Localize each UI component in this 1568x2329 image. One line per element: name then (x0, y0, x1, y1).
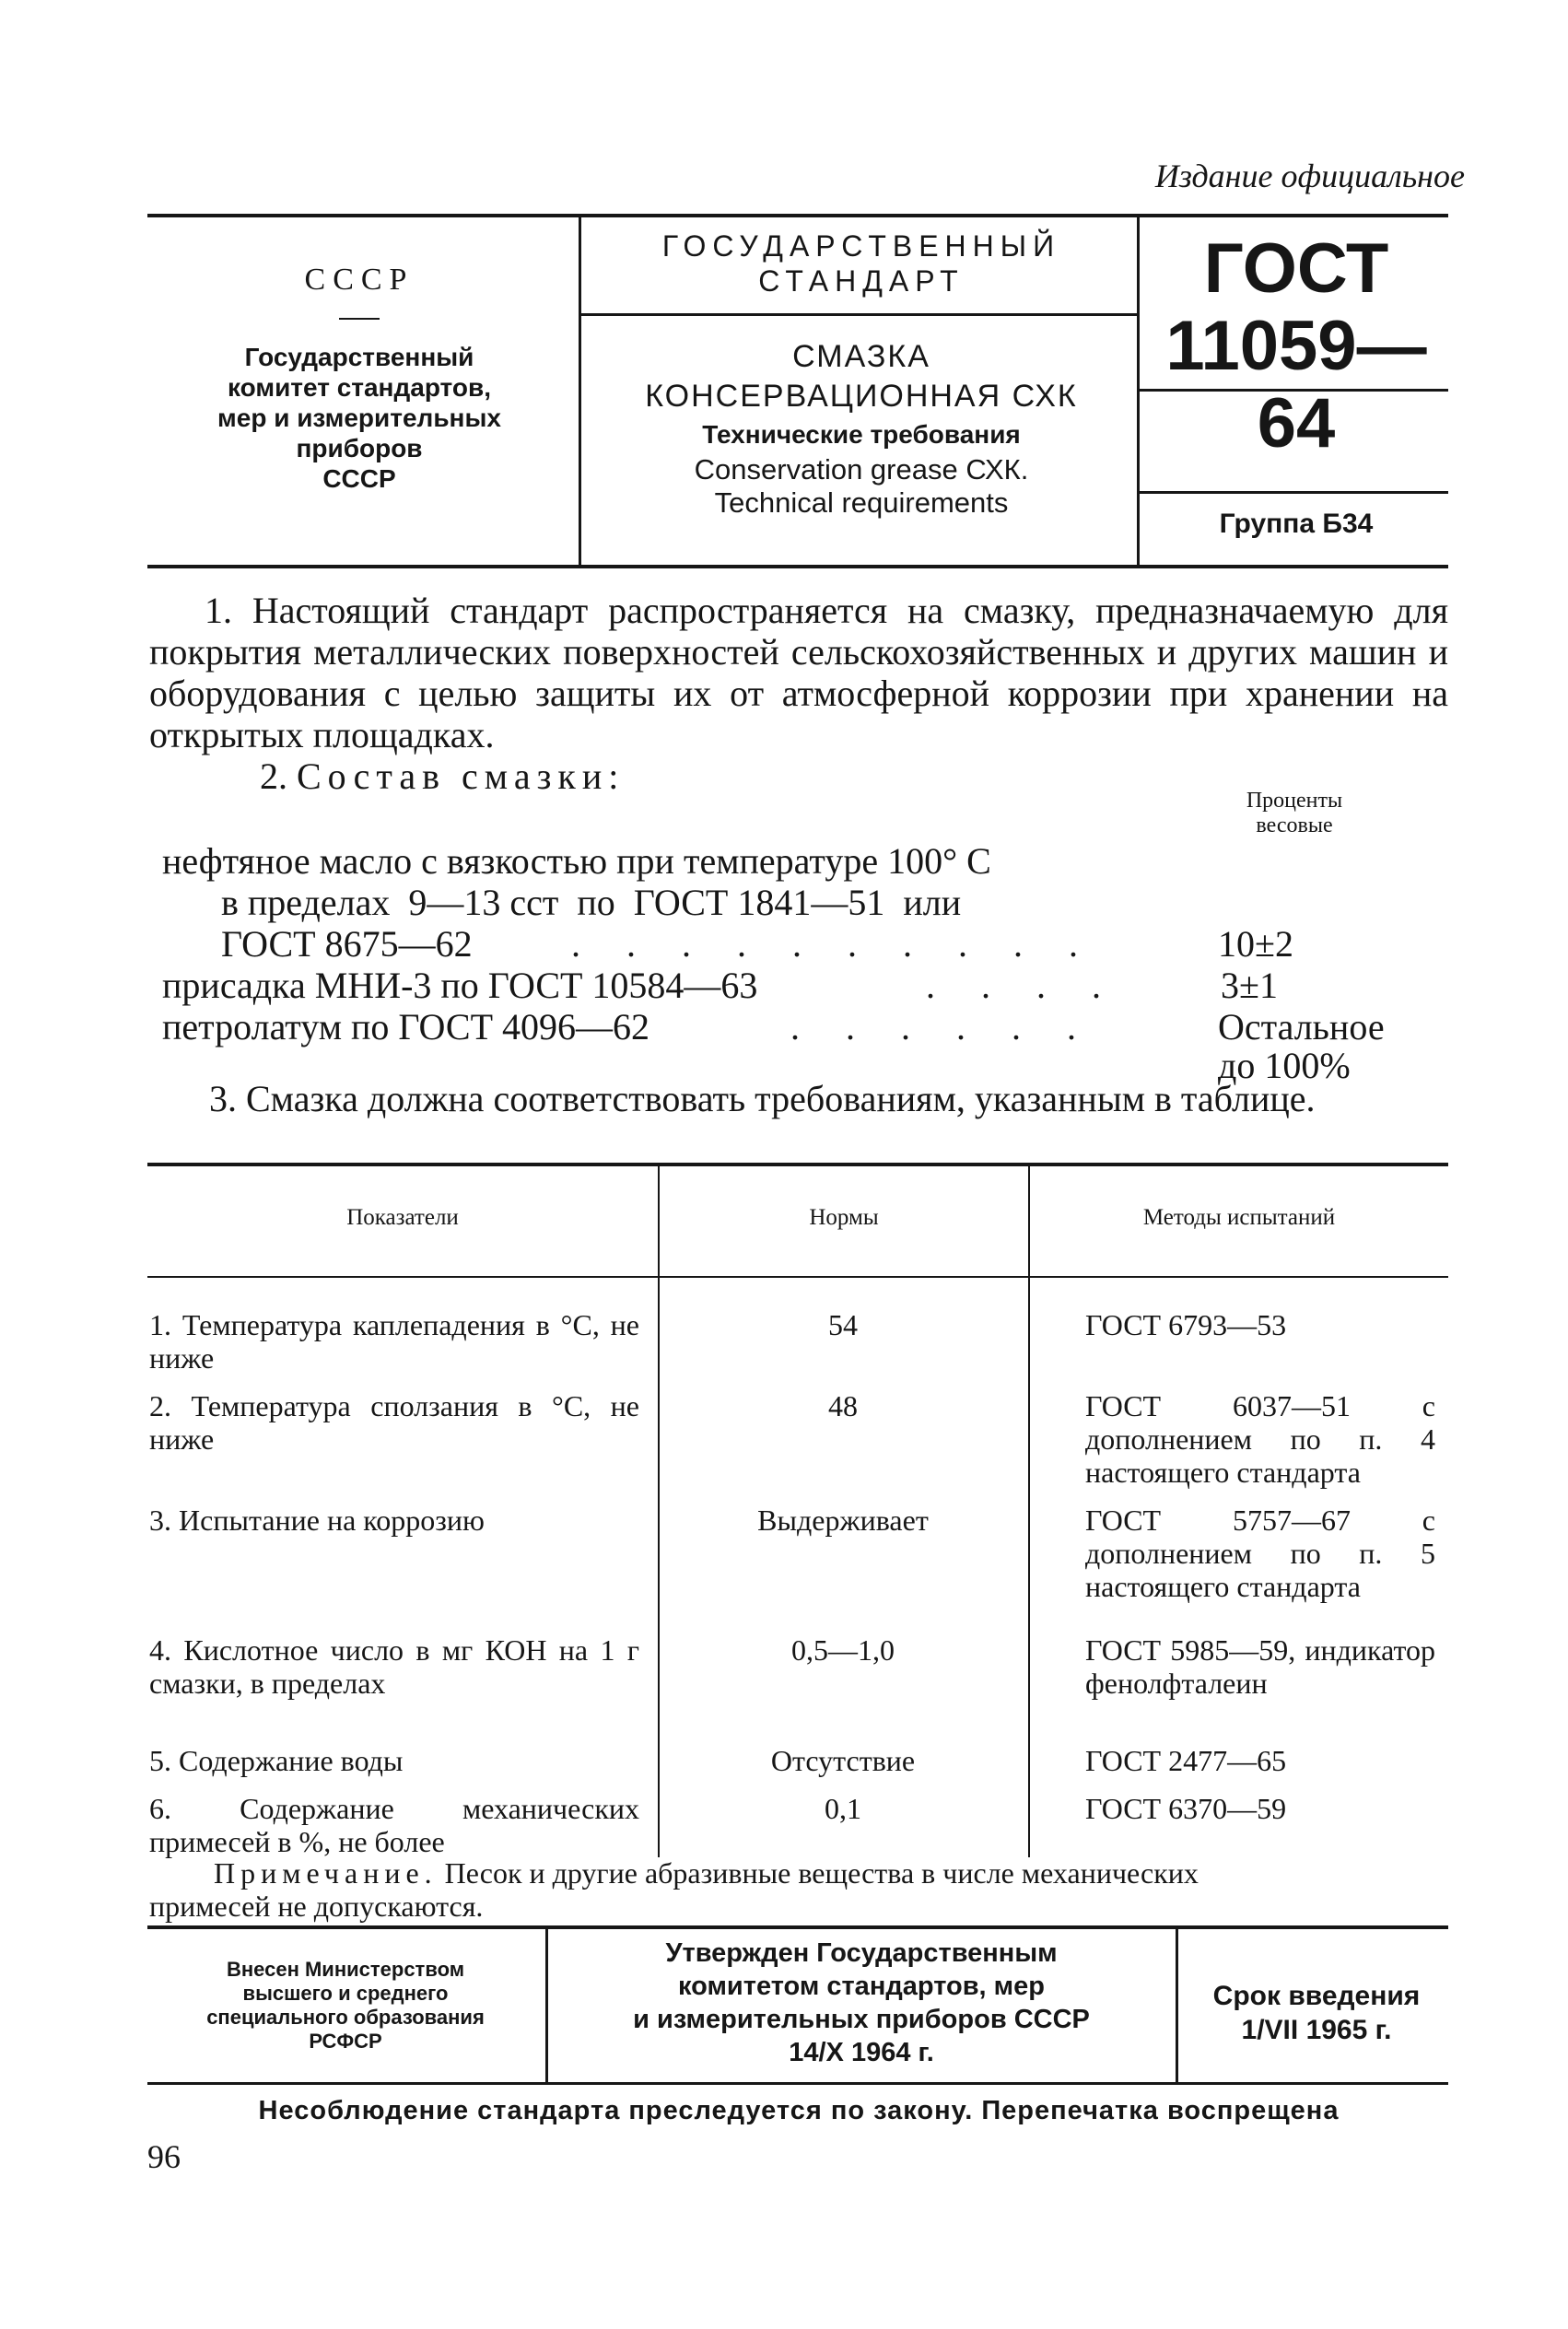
oil-line-3: ГОСТ 8675—62 (221, 923, 473, 965)
table-row-6-indicator: 6. Содержание механических примесей в %, не более (149, 1792, 639, 1858)
header-top-rule (147, 214, 1448, 217)
page-number: 96 (147, 2138, 181, 2175)
table-note-continued: примесей не допускаются. (149, 1890, 484, 1923)
title-en-2: Technical requirements (714, 486, 1009, 519)
country-label: СССР (304, 263, 415, 297)
subtitle: Технические требования (702, 420, 1021, 449)
paragraph-2: 2. Состав смазки: (260, 755, 619, 797)
oil-line-2: в пределах 9—13 сст по ГОСТ 1841—51 или (221, 882, 962, 923)
table-col-divider-1 (658, 1166, 660, 1857)
table-row-4-norm: 0,5—1,0 (791, 1633, 895, 1667)
footer-divider-1 (545, 1929, 548, 2082)
table-header-indicators: Показатели (346, 1205, 459, 1230)
introduced-by: Внесен Министерством высшего и среднего специального образования РСФСР (206, 1958, 485, 2053)
header-divider-left (579, 217, 581, 565)
table-row-5-norm: Отсутствие (770, 1744, 916, 1777)
effective-date: Срок введения 1/VII 1965 г. (1212, 1981, 1421, 2045)
table-row-6-norm: 0,1 (825, 1792, 861, 1825)
table-col-divider-2 (1028, 1166, 1030, 1857)
edition-label: Издание официальное (1154, 158, 1465, 194)
table-header-norms: Нормы (809, 1205, 879, 1230)
petrolatum-dots: . . . . . . (790, 1006, 1094, 1047)
petrolatum-value-1: Остальное (1218, 1006, 1385, 1047)
petrolatum-value-2: до 100% (1218, 1045, 1351, 1086)
title-line-1: СМАЗКА (792, 339, 930, 374)
table-row-1-method: ГОСТ 6793—53 (1085, 1308, 1287, 1341)
table-row-2-indicator: 2. Температура сползания в °С, не ниже (149, 1389, 639, 1456)
table-row-2-norm: 48 (828, 1389, 858, 1422)
gost-number: ГОСТ 11059—64 (1165, 229, 1427, 462)
standard-title (590, 337, 1133, 520)
table-row-6-method: ГОСТ 6370—59 (1085, 1792, 1287, 1825)
table-row-4-indicator: 4. Кислотное число в мг КОН на 1 г смазки, в пределах (149, 1633, 639, 1700)
dash-divider (339, 318, 380, 320)
footer-divider-2 (1176, 1929, 1178, 2082)
law-notice: Несоблюдение стандарта преследуется по закону. Перепечатка воспрещена (258, 2096, 1340, 2125)
table-row-1-norm: 54 (828, 1308, 858, 1341)
table-row-4-method: ГОСТ 5985—59, индикатор фенолфталеин (1085, 1633, 1435, 1700)
table-header-methods: Методы испытаний (1142, 1205, 1336, 1230)
table-top-rule (147, 1163, 1448, 1166)
percent-header: Проценты весовые (1246, 789, 1343, 837)
table-row-3-indicator: 3. Испытание на коррозию (149, 1504, 485, 1537)
oil-dots: . . . . . . . . . . (571, 923, 1096, 965)
header-right-rule-2 (1140, 491, 1448, 494)
footer-top-rule (147, 1925, 1448, 1929)
footer-bottom-rule (147, 2082, 1448, 2085)
header-bottom-rule (147, 565, 1448, 568)
table-row-2-method: ГОСТ 6037—51 с дополнением по п. 4 настоящего стандарта (1085, 1389, 1435, 1489)
additive-value: 3±1 (1221, 965, 1278, 1006)
title-en-1: Conservation grease СХК. (694, 453, 1029, 486)
table-row-3-norm: Выдерживает (757, 1504, 929, 1537)
oil-line-1: нефтяное масло с вязкостью при температуре 100° С (162, 840, 991, 882)
petrolatum-line: петролатум по ГОСТ 4096—62 (162, 1006, 650, 1047)
paragraph-3: 3. Смазка должна соответствовать требованиям, указанным в таблице. (209, 1078, 1316, 1119)
table-row-5-method: ГОСТ 2477—65 (1085, 1744, 1287, 1777)
table-row-3-method: ГОСТ 5757—67 с дополнением по п. 5 настоящего стандарта (1085, 1504, 1435, 1603)
additive-dots: . . . . (926, 965, 1119, 1006)
table-note: Примечание. Песок и другие абразивные вещества в числе механических (214, 1856, 1199, 1890)
group-code: Группа Б34 (1219, 509, 1374, 539)
standard-label: ГОСУДАРСТВЕННЫЙ СТАНДАРТ (661, 229, 1061, 298)
oil-value: 10±2 (1218, 923, 1293, 965)
paragraph-1: 1. Настоящий стандарт распространяется на смазку, предназначаемую для покрытия металлических поверхностей сельскохозяйственных и других машин и оборудования с целью защиты их от атмосферной коррозии при хранении на открытых площадках. (149, 590, 1448, 755)
additive-line: присадка МНИ-3 по ГОСТ 10584—63 (162, 965, 758, 1006)
title-line-2: КОНСЕРВАЦИОННАЯ СХК (645, 379, 1078, 414)
table-row-5-indicator: 5. Содержание воды (149, 1744, 404, 1777)
table-row-1-indicator: 1. Температура каплепадения в °С, не ниже (149, 1308, 639, 1375)
header-issuer (147, 263, 571, 494)
approved-by: Утвержден Государственным комитетом стандартов, мер и измерительных приборов СССР 14/X 1964 г. (633, 1938, 1090, 2067)
header-mid-rule (581, 313, 1137, 316)
committee-name: Государственный комитет стандартов, мер и измерительных приборов СССР (217, 343, 501, 493)
table-header-rule (147, 1276, 1448, 1278)
